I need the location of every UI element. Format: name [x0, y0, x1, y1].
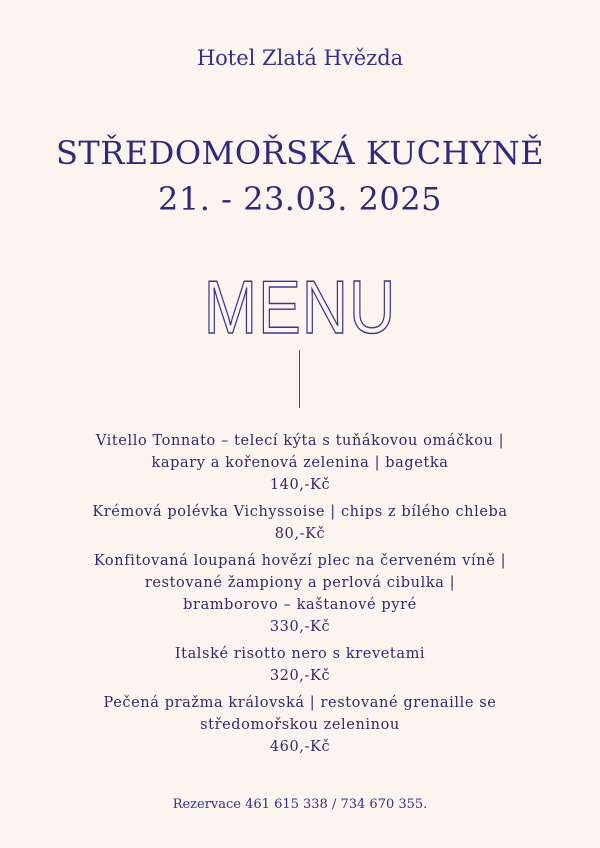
dish-description-line: Italské risotto nero s krevetami	[174, 646, 426, 662]
dish-description-line: bramborovo – kaštanové pyré	[183, 597, 417, 613]
dish-item	[40, 692, 560, 758]
event-dates: 21. - 23.03. 2025	[158, 180, 442, 218]
reservation-contact: Rezervace 461 615 338 / 734 670 355.	[172, 797, 428, 812]
dish-description-line: restované žampiony a perlová cibulka |	[144, 575, 456, 591]
dish-description-line: Konfitovaná loupaná hovězí plec na červeném víně |	[93, 553, 507, 569]
dish-description-line: Pečená pražma královská | restované grenaille se	[103, 695, 497, 711]
dish-description-line: Krémová polévka Vichyssoise | chips z bílého chleba	[92, 504, 508, 520]
dish-price: 330,-Kč	[269, 619, 331, 635]
hotel-name: Hotel Zlatá Hvězda	[196, 46, 404, 70]
dish-price: 80,-Kč	[274, 526, 326, 542]
vertical-divider	[299, 350, 300, 408]
dish-item	[40, 430, 560, 496]
dish-item	[40, 501, 560, 545]
menu-heading	[0, 266, 600, 349]
dish-price: 320,-Kč	[269, 668, 331, 684]
dish-list	[40, 430, 560, 763]
dish-item	[40, 643, 560, 687]
dish-price: 460,-Kč	[269, 739, 331, 755]
menu-heading-text: MENU	[203, 264, 397, 350]
dish-description-line: kapary a kořenová zelenina | bagetka	[151, 455, 449, 471]
dish-item	[40, 550, 560, 638]
event-title: STŘEDOMOŘSKÁ KUCHYNĚ	[55, 134, 545, 172]
event-headline	[0, 130, 600, 222]
dish-description-line: Vitello Tonnato – telecí kýta s tuňákovou omáčkou |	[95, 433, 505, 449]
dish-description-line: středomořskou zeleninou	[200, 717, 400, 733]
dish-price: 140,-Kč	[269, 477, 331, 493]
